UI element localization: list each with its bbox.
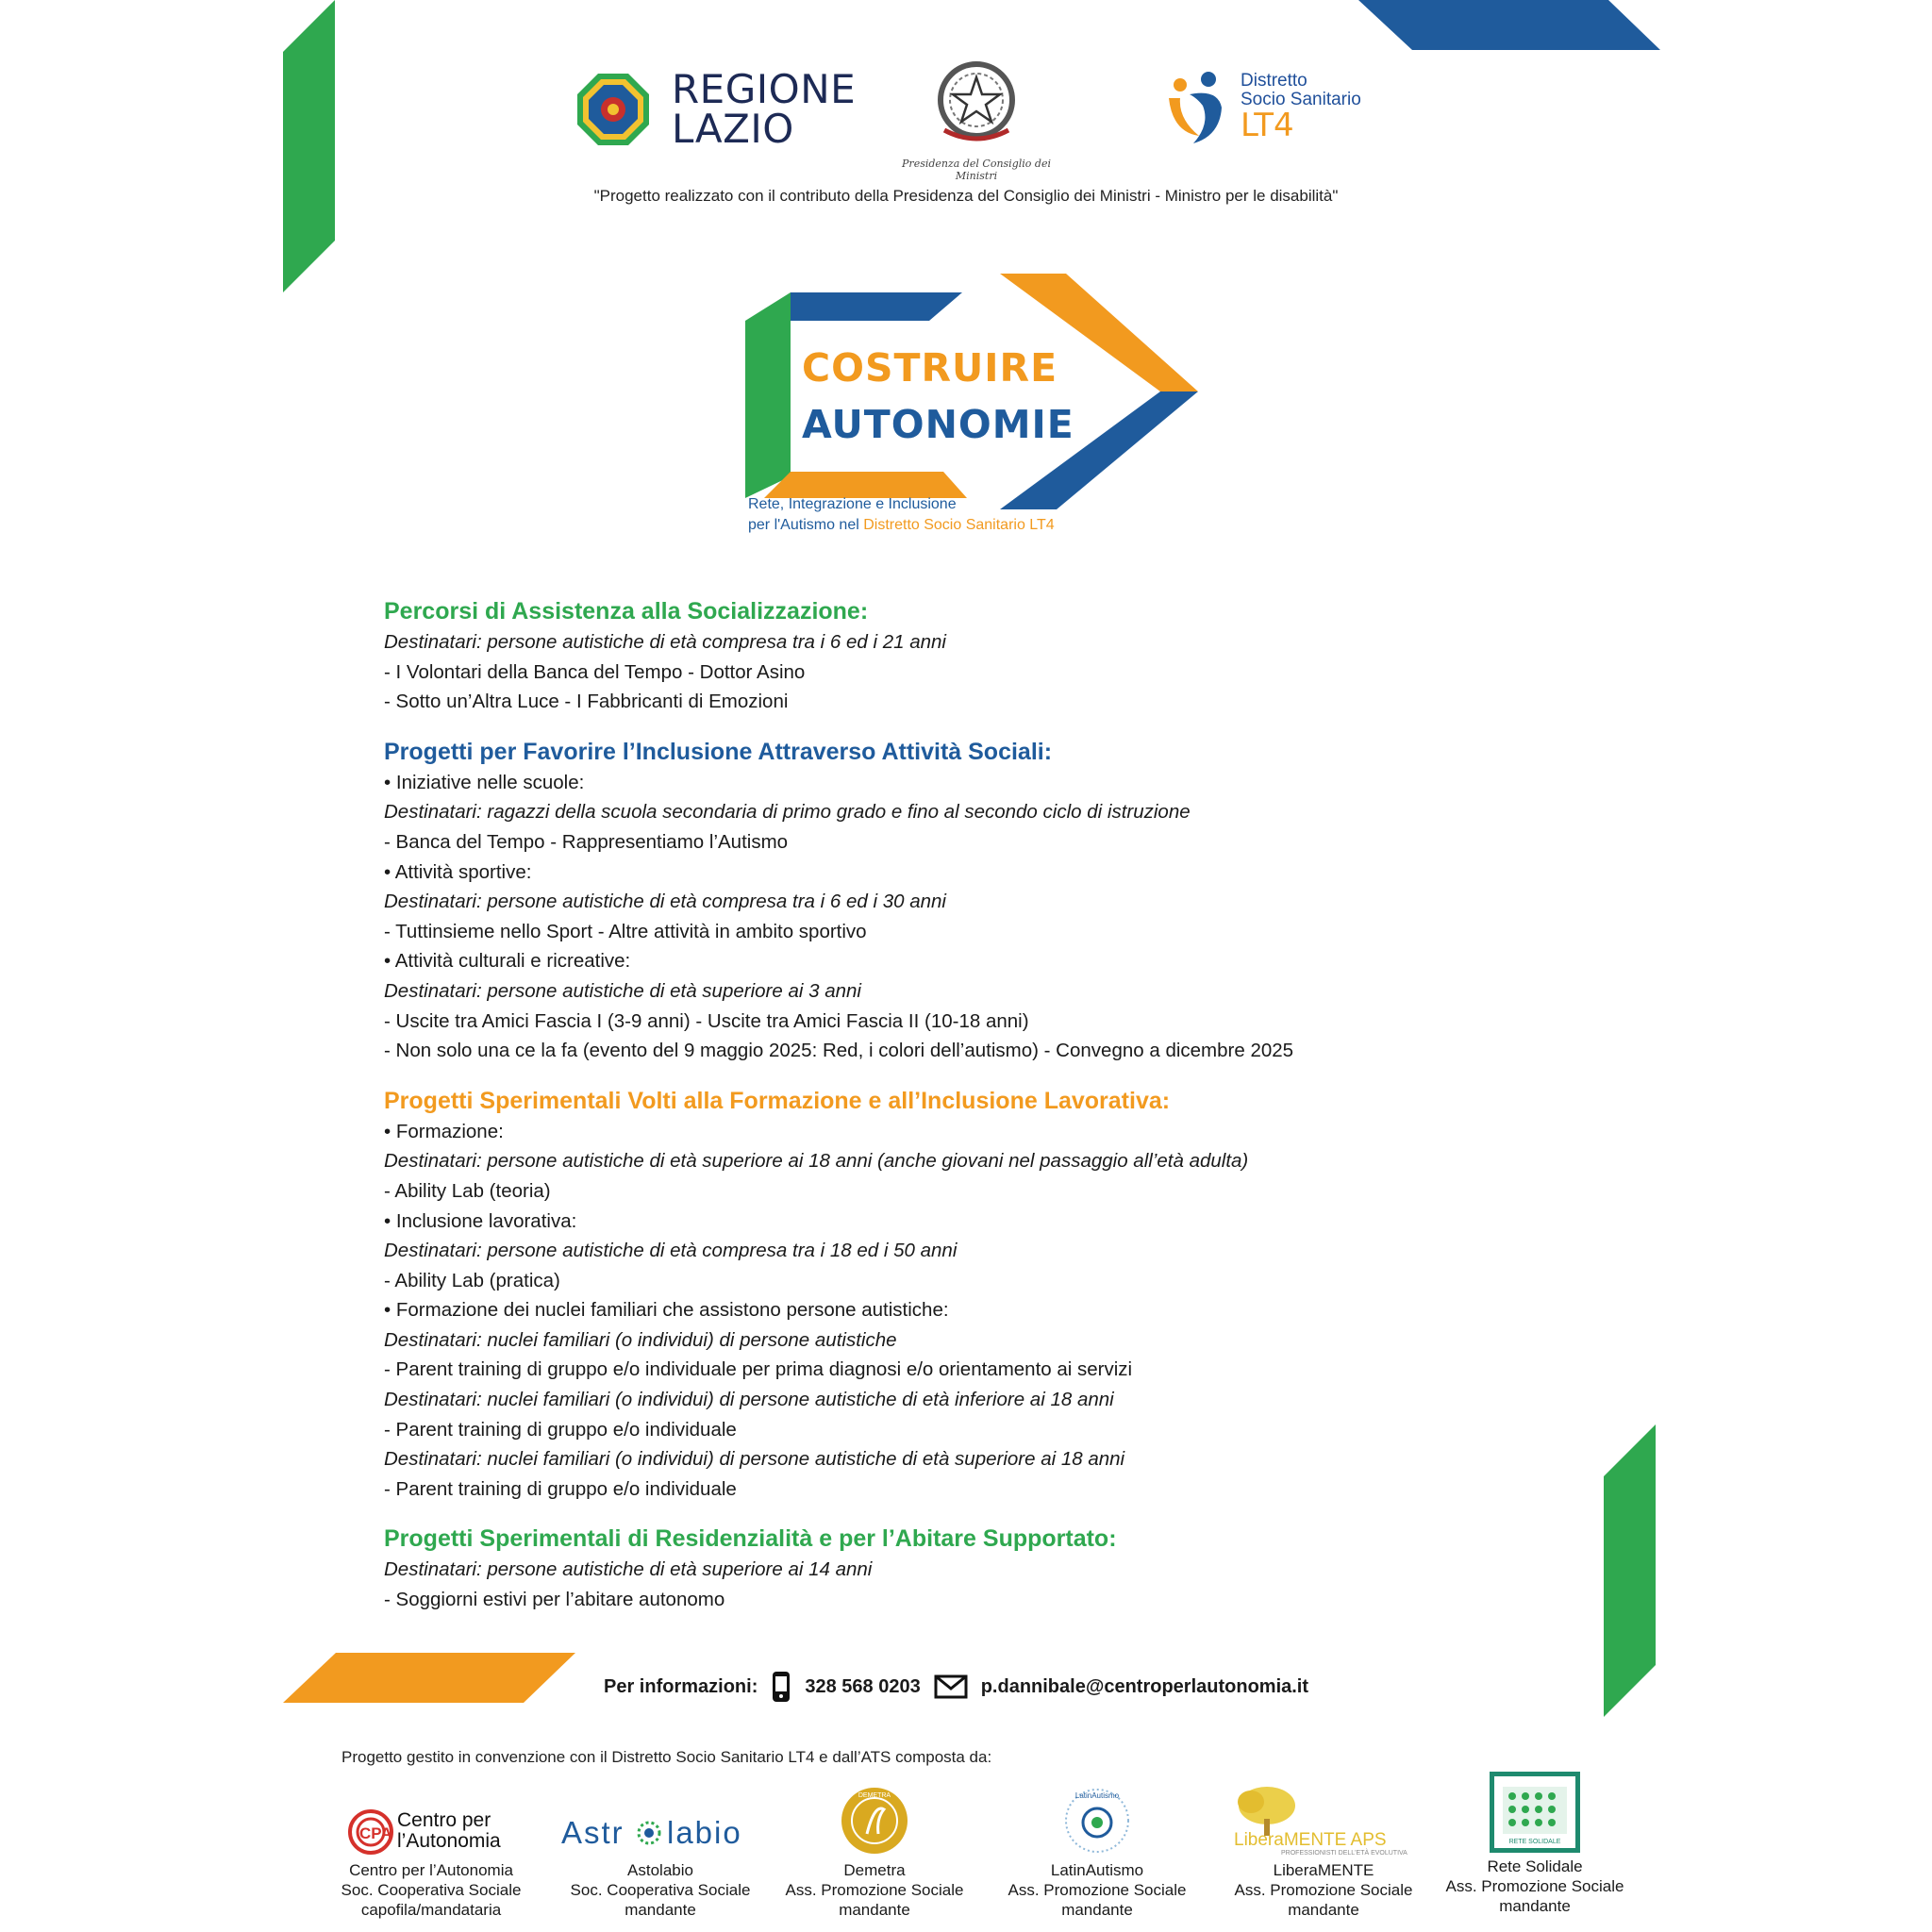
regione-lazio-logo [575,66,857,152]
svg-text:labio: labio [667,1815,742,1850]
item-line: - Parent training di gruppo e/o individuale [384,1477,737,1500]
lazio-title-line2: LAZIO [672,106,794,152]
section-title: Progetti Sperimentali Volti alla Formazione e all’Inclusione Lavorativa: [384,1087,1171,1114]
program-section [384,1087,1478,1505]
presidenza-caption: Presidenza del Consiglio dei Ministri [902,158,1051,182]
project-title-line1: COSTRUIRE [802,345,1058,391]
partner-role: Ass. Promozione Sociale [785,1881,964,1899]
item-line: • Attività sportive: [384,860,532,883]
partner-note: mandante [1499,1897,1571,1915]
item-line: - Banca del Tempo - Rappresentiamo l’Autismo [384,830,789,853]
partner-demetra [775,1772,974,1920]
decor-green-top-left [283,0,340,292]
project-title [802,340,1074,453]
item-line: - Tuttinsieme nello Sport - Altre attività in ambito sportivo [384,920,867,942]
contact-bar [604,1670,1308,1704]
item-line: - I Volontari della Banca del Tempo - Dottor Asino [384,660,806,683]
partner-note: mandante [839,1901,910,1919]
item-line: • Iniziative nelle scuole: [384,771,585,793]
svg-text:RETE SOLIDALE: RETE SOLIDALE [1508,1839,1561,1845]
lazio-title-line1: REGIONE [672,66,857,112]
svg-text:Centro per: Centro per [397,1809,491,1831]
partner-note: capofila/mandataria [360,1901,502,1919]
recipients-line: Destinatari: persone autistiche di età superiore ai 18 anni (anche giovani nel passaggio all’età adulta) [384,1150,1249,1173]
partner-name: LatinAutismo [1050,1861,1144,1879]
recipients-line: Destinatari: nuclei familiari (o individui) di persone autistiche di età superiore ai 18 anni [384,1448,1125,1471]
contact-label: Per informazioni: [604,1675,758,1697]
svg-text:DEMETRA: DEMETRA [858,1792,891,1799]
svg-text:PROFESSIONISTI DELL'ETÀ EVOLUT: PROFESSIONISTI DELL'ETÀ EVOLUTIVA [1281,1850,1407,1857]
project-subtitle-part-a: per l'Autismo nel [748,517,864,533]
item-line: - Soggiorni estivi per l’abitare autonomo [384,1589,725,1611]
liberamente-logo-icon [1224,1781,1423,1857]
partner-role: Ass. Promozione Sociale [1445,1877,1624,1895]
partner-role: Ass. Promozione Sociale [1008,1881,1187,1899]
project-subtitle-line1: Rete, Integrazione e Inclusione [748,496,957,512]
recipients-line: Destinatari: ragazzi della scuola secondaria di primo grado e fino al secondo ciclo di istruzione [384,801,1191,824]
program-section [384,1524,1478,1614]
decor-blue-top-right [1358,0,1660,53]
lt4-figure-icon [1165,70,1231,145]
item-line: • Formazione: [384,1120,504,1142]
recipients-line: Destinatari: persone autistiche di età superiore ai 14 anni [384,1558,873,1581]
svg-text:CPA: CPA [359,1824,392,1842]
program-section [384,738,1478,1066]
decor-green-bottom-right [1604,1424,1660,1717]
lt4-line1: Distretto [1241,71,1307,92]
presidenza-logo [896,55,1057,182]
lt4-line3: LT4 [1241,107,1294,145]
partner-name: Centro per l’Autonomia [349,1861,513,1879]
gestito-note: Progetto gestito in convenzione con il Distretto Socio Sanitario LT4 e dall’ATS composta da: [341,1748,992,1766]
partner-note: mandante [1061,1901,1133,1919]
envelope-icon [934,1674,968,1699]
contact-phone[interactable]: 328 568 0203 [805,1675,921,1697]
recipients-line: Destinatari: persone autistiche di età superiore ai 3 anni [384,979,861,1002]
project-subtitle [748,494,1055,536]
section-title: Progetti per Favorire l’Inclusione Attraverso Attività Sociali: [384,738,1053,765]
partner-latinautismo [998,1772,1196,1920]
partner-role: Soc. Cooperativa Sociale [341,1881,522,1899]
partner-name: Demetra [843,1861,906,1879]
item-line: • Formazione dei nuclei familiari che assistono persone autistiche: [384,1299,949,1322]
item-line: - Uscite tra Amici Fascia I (3-9 anni) - Uscite tra Amici Fascia II (10-18 anni) [384,1009,1029,1032]
lazio-crest-icon [575,72,651,147]
item-line: - Parent training di gruppo e/o individuale [384,1418,737,1441]
partner-name: Astolabio [627,1861,693,1879]
recipients-line: Destinatari: persone autistiche di età compresa tra i 6 ed i 30 anni [384,891,946,913]
svg-text:Astr: Astr [561,1815,625,1850]
recipients-line: Destinatari: persone autistiche di età compresa tra i 18 ed i 50 anni [384,1240,958,1262]
svg-text:LiberaMENTE APS: LiberaMENTE APS [1234,1830,1387,1850]
item-line: • Attività culturali e ricreative: [384,950,631,973]
section-title: Progetti Sperimentali di Residenzialità e per l’Abitare Supportato: [384,1525,1117,1553]
partner-rete-solidale [1436,1768,1634,1916]
distretto-lt4-logo [1165,70,1361,145]
svg-text:l’Autonomia: l’Autonomia [397,1830,501,1852]
item-line: - Parent training di gruppo e/o individuale per prima diagnosi e/o orientamento ai servizi [384,1358,1133,1381]
partner-centro-autonomia [332,1772,530,1920]
contributo-note: "Progetto realizzato con il contributo della Presidenza del Consiglio dei Ministri - Ministro per le disabilità" [593,187,1339,205]
project-subtitle-part-b: Distretto Socio Sanitario LT4 [863,517,1055,533]
decor-orange-bottom-left [283,1653,585,1706]
partner-name: LiberaMENTE [1273,1861,1374,1879]
item-line: - Ability Lab (teoria) [384,1179,551,1202]
astolabio-logo-icon [561,1809,759,1857]
item-line: • Inclusione lavorativa: [384,1209,577,1232]
svg-text:LatinAutismo: LatinAutismo [1074,1791,1120,1800]
project-subtitle-line2 [748,515,1055,536]
section-title: Percorsi di Assistenza alla Socializzazione: [384,598,869,625]
item-line: - Ability Lab (pratica) [384,1269,560,1291]
latinautismo-logo-icon [1061,1785,1133,1857]
partner-name: Rete Solidale [1487,1857,1583,1875]
item-line: - Non solo una ce la fa (evento del 9 maggio 2025: Red, i colori dell’autismo) - Convegno a dicembre 2025 [384,1040,1294,1062]
partner-note: mandante [625,1901,696,1919]
italian-republic-emblem-icon [929,55,1024,149]
partner-role: Ass. Promozione Sociale [1234,1881,1413,1899]
recipients-line: Destinatari: persone autistiche di età compresa tra i 6 ed i 21 anni [384,631,946,653]
partner-note: mandante [1288,1901,1359,1919]
rete-solidale-logo-icon [1490,1772,1580,1853]
demetra-logo-icon [839,1785,910,1857]
partner-role: Soc. Cooperativa Sociale [570,1881,751,1899]
partner-astolabio [561,1772,759,1920]
contact-email[interactable]: p.dannibale@centroperlautonomia.it [980,1675,1309,1697]
centro-autonomia-logo-icon [346,1804,516,1857]
lt4-line2: Socio Sanitario [1241,90,1361,110]
partner-liberamente [1224,1772,1423,1920]
phone-icon [771,1670,791,1704]
recipients-line: Destinatari: nuclei familiari (o individui) di persone autistiche [384,1328,897,1351]
project-title-line2: AUTONOMIE [802,402,1074,447]
recipients-line: Destinatari: nuclei familiari (o individui) di persone autistiche di età inferiore ai 18 anni [384,1389,1114,1411]
program-content [384,597,1478,1636]
program-section [384,597,1478,717]
item-line: - Sotto un’Altra Luce - I Fabbricanti di Emozioni [384,691,789,713]
